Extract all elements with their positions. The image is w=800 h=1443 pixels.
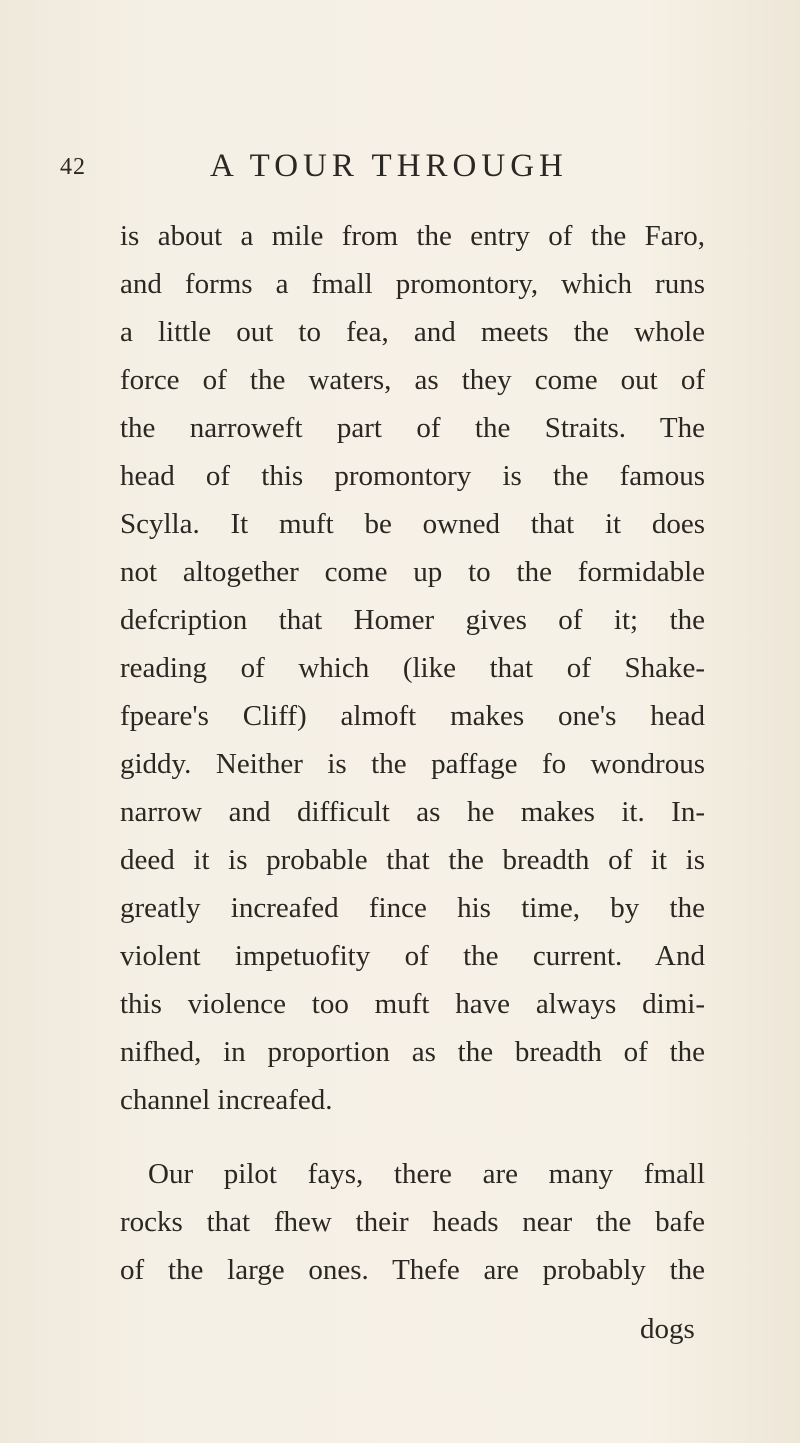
text-line: giddy. Neither is the paffage fo wondrous: [120, 748, 705, 780]
text-line: channel increafed.: [120, 1084, 333, 1116]
text-line: is about a mile from the entry of the Faro,: [120, 220, 705, 252]
text-line: narrow and difficult as he makes it. In-: [120, 796, 705, 828]
text-line: not altogether come up to the formidable: [120, 556, 705, 588]
text-line: deed it is probable that the breadth of it is: [120, 844, 705, 876]
running-head: A TOUR THROUGH: [210, 148, 568, 184]
paragraph-gap: [120, 1124, 705, 1150]
text-line: Our pilot fays, there are many fmall: [148, 1158, 705, 1190]
text-line: violent impetuofity of the current. And: [120, 940, 705, 972]
text-line: rocks that fhew their heads near the bafe: [120, 1206, 705, 1238]
text-line: reading of which (like that of Shake-: [120, 652, 705, 684]
text-line: of the large ones. Thefe are probably the: [120, 1254, 705, 1286]
text-line: and forms a fmall promontory, which runs: [120, 268, 705, 300]
text-line: Scylla. It muft be owned that it does: [120, 508, 705, 540]
text-line: a little out to fea, and meets the whole: [120, 316, 705, 348]
text-line: greatly increafed fince his time, by the: [120, 892, 705, 924]
text-line: nifhed, in proportion as the breadth of the: [120, 1036, 705, 1068]
text-line: head of this promontory is the famous: [120, 460, 705, 492]
paragraph: [120, 1150, 705, 1294]
text-line: force of the waters, as they come out of: [120, 364, 705, 396]
text-line: fpeare's Cliff) almoft makes one's head: [120, 700, 705, 732]
page-number: 42: [60, 154, 86, 180]
text-line: defcription that Homer gives of it; the: [120, 604, 705, 636]
text-line: the narroweft part of the Straits. The: [120, 412, 705, 444]
paragraph: [120, 212, 705, 1124]
text-line: this violence too muft have always dimi-: [120, 988, 705, 1020]
page-header: [60, 148, 760, 192]
catchword: dogs: [640, 1313, 695, 1345]
body-text: [120, 212, 705, 1294]
